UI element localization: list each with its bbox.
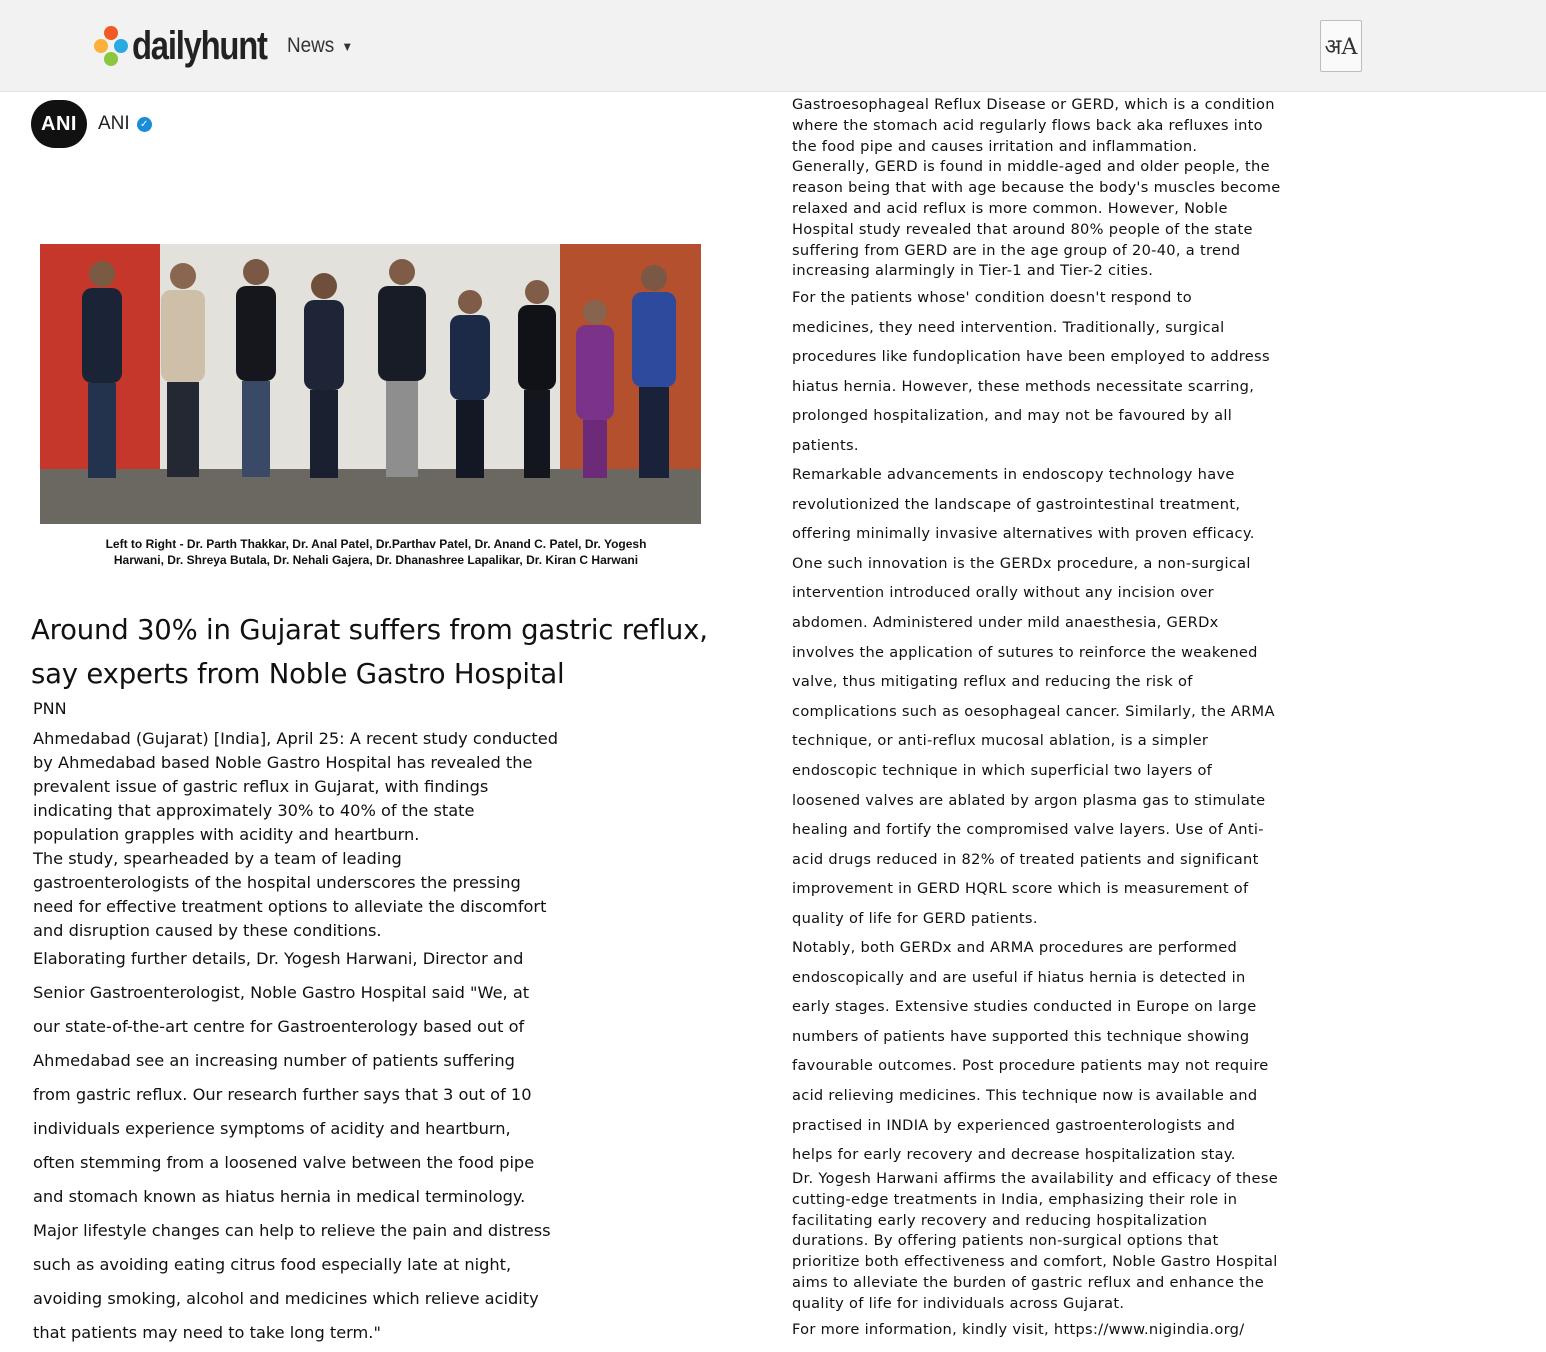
article-paragraph: Dr. Yogesh Harwani affirms the availability and efficacy of these cutting-edge treatments in India, emphasizing their role in facilitating early recovery and reducing hospitalization durations. By offering patients non-surgical options that prioritize both effectiveness and comfort, Noble Gastro Hospital aims to alleviate the burden of gastric reflux and enhance the quality of life for individuals across Gujarat. (792, 1170, 1279, 1312)
photo-caption-text: Left to Right - Dr. Parth Thakkar, Dr. Anal Patel, Dr.Parthav Patel, Dr. Anand C. Patel, Dr. Yogesh Harwani, Dr. Shreya Butala, Dr. Nehali Gajera, Dr. Dhanashree Lapalikar, Dr. Kiran C Harwani (105, 537, 647, 567)
dailyhunt-logo[interactable] (94, 18, 296, 74)
verified-badge-icon: ✓ (137, 117, 152, 132)
publisher-info[interactable] (31, 100, 152, 148)
news-menu-label: News (287, 34, 335, 57)
news-menu-dropdown[interactable] (287, 34, 353, 58)
publisher-name: ANI (98, 113, 130, 134)
article-byline: PNN (33, 699, 67, 718)
article-paragraph: Gastroesophageal Reflux Disease or GERD, which is a condition where the stomach acid regularly flows back aka refluxes into the food pipe and causes irritation and inflammation. Generally, GERD is found in middle-aged and older people, the reason being that with age because the body's muscles become relaxed and acid reflux is more common. However, Noble Hospital study revealed that around 80% people of the state suffering from GERD are in the age group of 20-40, a trend increasing alarmingly in Tier-1 and Tier-2 cities. (792, 96, 1281, 280)
article-paragraph: For the patients whose' condition doesn't respond to medicines, they need intervention. Traditionally, surgical procedures like fundoplication have been employed to address hiatus hernia. However, these methods necessitate scarring, prolonged hospitalization, and may not be favoured by all patients. (792, 289, 1270, 454)
publisher-avatar: ANI (31, 100, 87, 148)
article-paragraph: Ahmedabad (Gujarat) [India], April 25: A recent study conducted by Ahmedabad based Noble Gastro Hospital has revealed the prevalent issue of gastric reflux in Gujarat, with findings indicating that approximately 30% to 40% of the state population grapples with acidity and heartburn. (33, 729, 558, 844)
article-paragraph: The study, spearheaded by a team of leading gastroenterologists of the hospital underscores the pressing need for effective treatment options to alleviate the discomfort and disruption caused by these conditions. (33, 849, 547, 940)
article-paragraph: Remarkable advancements in endoscopy technology have revolutionized the landscape of gastrointestinal treatment, offering minimally invasive alternatives with proven efficacy. One such innovation is the GERDx procedure, a non-surgical intervention introduced orally without any incision over abdomen. Administered under mild anaesthesia, GERDx involves the application of sutures to reinforce the weakened valve, thus mitigating reflux and reducing the risk of complications such as oesophageal cancer. Similarly, the ARMA technique, or anti-reflux mucosal ablation, is a simpler endoscopic technique in which superficial two layers of loosened valves are ablated by argon plasma gas to stimulate healing and fortify the compromised valve layers. Use of Anti- acid drugs reduced in 82% of treated patients and significant improvement in GERD HQRL score which is measurement of quality of life for GERD patients. (792, 466, 1275, 927)
article-link-paragraph[interactable]: For more information, kindly visit, https://www.nigindia.org/ (792, 1321, 1245, 1338)
article-paragraph: Elaborating further details, Dr. Yogesh Harwani, Director and Senior Gastroenterologist, Noble Gastro Hospital said "We, at our state-of-the-art centre for Gastroenterology based out of Ahmedabad see an increasing number of patients suffering from gastric reflux. Our research further says that 3 out of 10 individuals experience symptoms of acidity and heartburn, often stemming from a loosened valve between the food pipe and stomach known as hiatus hernia in medical terminology. Major lifestyle changes can help to relieve the pain and distress such as avoiding eating citrus food especially late at night, avoiding smoking, alcohol and medicines which relieve acidity that patients may need to take long term." (33, 949, 551, 1342)
photo-caption (40, 536, 712, 568)
dailyhunt-flower-icon (94, 26, 128, 66)
article-photo (40, 244, 701, 524)
language-toggle-button[interactable]: अA (1320, 20, 1362, 72)
logo-text: dailyhunt (132, 23, 267, 68)
article-headline: Around 30% in Gujarat suffers from gastric reflux, say experts from Noble Gastro Hospital (31, 614, 708, 690)
chevron-down-icon: ▼ (341, 38, 354, 54)
article-paragraph: Notably, both GERDx and ARMA procedures are performed endoscopically and are useful if hiatus hernia is detected in early stages. Extensive studies conducted in Europe on large numbers of patients have supported this technique showing favourable outcomes. Post procedure patients may not require acid relieving medicines. This technique now is available and practised in INDIA by experienced gastroenterologists and helps for early recovery and decrease hospitalization stay. (792, 939, 1269, 1164)
top-navigation-bar (0, 0, 1546, 92)
